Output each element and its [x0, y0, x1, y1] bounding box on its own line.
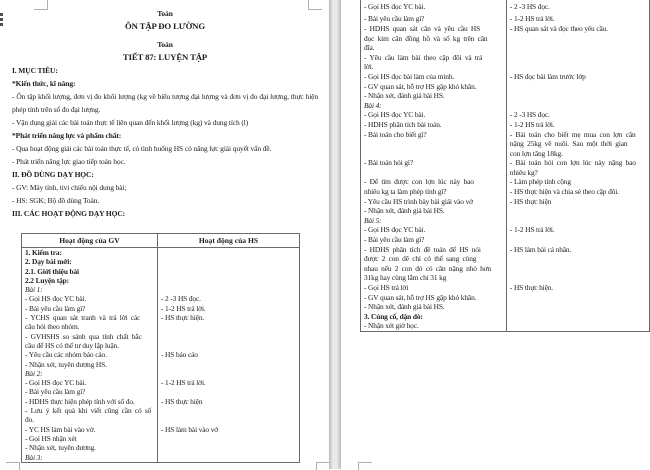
- hs-cell: - 1-2 HS trả lời.: [158, 378, 300, 387]
- gv-cell: - GVHSHS so sánh qua tính chất bắc: [22, 332, 158, 341]
- gv-cell: câu hỏi theo nhóm.: [22, 322, 158, 331]
- gv-cell: [361, 149, 507, 159]
- heading-line: - Phát triển năng lực giao tiếp toán học.: [12, 157, 126, 166]
- heading-line: Toán: [157, 9, 173, 18]
- table-row: [22, 425, 300, 434]
- table-row: [22, 248, 300, 258]
- hs-cell: - HS thực hiện.: [506, 283, 649, 293]
- hs-cell: - HS quan sát và đọc theo yêu cầu.: [506, 24, 649, 34]
- hs-cell: [158, 387, 300, 396]
- table-row: [22, 443, 300, 452]
- gv-cell: - GV quan sát, hỗ trợ HS gặp khó khăn.: [361, 82, 507, 92]
- gv-cell: Bài 4:: [361, 101, 507, 111]
- hs-cell: [158, 285, 300, 294]
- table-row: [22, 332, 300, 341]
- gv-cell: lời.: [361, 62, 507, 72]
- hs-cell: [506, 82, 649, 92]
- table-row: [22, 360, 300, 369]
- heading-line: - GV: Máy tính, tivi chiếu nội dung bài;: [12, 183, 127, 192]
- table-row: [22, 369, 300, 378]
- table-row: [361, 91, 650, 101]
- table-row: [361, 293, 650, 303]
- hs-cell: [506, 34, 649, 44]
- col-header-hs: Hoạt động của HS: [158, 234, 300, 248]
- gv-cell: Bài 2:: [22, 369, 158, 378]
- hs-cell: - HS làm bài vào vở: [158, 425, 300, 434]
- table-row: [22, 341, 300, 350]
- gv-cell: Bài 5:: [361, 216, 507, 226]
- gv-cell: - Nhận xét, tuyên dương HS.: [22, 360, 158, 369]
- hs-cell: - 2 -3 HS đọc.: [506, 0, 649, 14]
- heading-line: - HS: SGK; Bộ đồ dùng Toán.: [12, 196, 100, 205]
- hs-cell: con lợn tăng 18kg.: [506, 149, 649, 159]
- hs-cell: [506, 302, 649, 312]
- hs-cell: [158, 360, 300, 369]
- table-row: [361, 43, 650, 53]
- hs-cell: - Làm phép tính cộng: [506, 177, 649, 187]
- lesson-heading-block: [12, 7, 318, 220]
- table-row: [361, 225, 650, 235]
- heading-line: II. ĐỒ DÙNG DẠY HỌC:: [12, 170, 94, 179]
- hs-cell: [158, 369, 300, 378]
- table-row: [361, 139, 650, 149]
- table-row: [361, 177, 650, 187]
- gv-cell: - Gọi HS đọc YC bài.: [361, 225, 507, 235]
- hs-cell: [506, 216, 649, 226]
- col-header-gv: Hoạt động của GV: [22, 234, 158, 248]
- gv-cell: - YCHS quan sát tranh và trả lời các: [22, 313, 158, 322]
- gv-cell: - Nhận xét, tuyên dương.: [22, 443, 158, 452]
- gv-cell: - Bài yêu cầu làm gì?: [361, 14, 507, 24]
- table-row: [22, 387, 300, 396]
- gv-cell: - Bài toán cho biết gì?: [361, 130, 507, 140]
- table-row: [361, 101, 650, 111]
- table-header-row: [22, 234, 300, 248]
- table-row: [361, 53, 650, 63]
- table-row: [361, 321, 650, 331]
- table-row: [361, 283, 650, 293]
- gv-cell: đo.: [22, 415, 158, 424]
- gv-cell: - Gọi HS nhận xét: [22, 434, 158, 443]
- table-row: [361, 34, 650, 44]
- table-row: [361, 62, 650, 72]
- table-row: [361, 254, 650, 264]
- activities-table-page1: [21, 233, 300, 463]
- table-row: [361, 312, 650, 322]
- gv-cell: - Gọi HS đọc YC bài.: [361, 110, 507, 120]
- table-row: [22, 257, 300, 266]
- hs-cell: - Bài toán hỏi con lợn lúc này nặng bao: [506, 158, 649, 168]
- heading-line: - Vận dụng giải các bài toán thực tế liên quan đến khối lượng (kg) và dung tích (l): [12, 118, 249, 127]
- hs-cell: nhiêu kg?: [506, 168, 649, 178]
- table-row: [361, 245, 650, 255]
- gv-cell: - HDHS thực hiện phép tính với số đo.: [22, 397, 158, 406]
- hs-cell: - 1-2 HS trả lời.: [158, 304, 300, 313]
- table-row: [361, 187, 650, 197]
- hs-cell: - 1-2 HS trả lời.: [506, 14, 649, 24]
- gv-cell: cầu để HS có thể tư duy lập luận.: [22, 341, 158, 350]
- hs-cell: [506, 312, 649, 322]
- hs-cell: [158, 341, 300, 350]
- gv-cell: - HDHS quan sát cân và yêu cầu HS: [361, 24, 507, 34]
- hs-cell: [158, 434, 300, 443]
- hs-cell: [158, 332, 300, 341]
- table-row: [22, 350, 300, 359]
- table-row: [22, 276, 300, 285]
- heading-line: *Phát triển năng lực và phẩm chất:: [12, 131, 122, 140]
- table-row: [361, 158, 650, 168]
- hs-cell: - HS thực hiện và chia sẻ theo cặp đôi.: [506, 187, 649, 197]
- table-row: [361, 72, 650, 82]
- hs-cell: - 1-2 HS trả lời.: [506, 120, 649, 130]
- table-row: [361, 130, 650, 140]
- table-row: [361, 235, 650, 245]
- table-row: [361, 302, 650, 312]
- gv-cell: - Gọi HS đọc bài làm của mình.: [361, 72, 507, 82]
- heading-line: - Qua hoạt động giải các bài toán thực tế, có tình huống HS có năng lực giải quyết vấn đề.: [12, 144, 272, 153]
- gv-cell: 2.2 Luyện tập:: [22, 276, 158, 285]
- gv-cell: - Bài toán hỏi gì?: [361, 158, 507, 168]
- hs-cell: [158, 415, 300, 424]
- gv-cell: - Bài yêu cầu làm gì?: [361, 235, 507, 245]
- hs-cell: [506, 293, 649, 303]
- table-row: [361, 168, 650, 178]
- hs-cell: - 2 -3 HS đọc.: [158, 294, 300, 303]
- heading-line: I. MỤC TIÊU:: [12, 66, 58, 75]
- hs-cell: [506, 62, 649, 72]
- hs-cell: [506, 235, 649, 245]
- gv-cell: - Yêu cầu làm bài theo cặp đôi và trả: [361, 53, 507, 63]
- gv-cell: - Nhận xét, đánh giá bài HS.: [361, 206, 507, 216]
- hs-cell: - HS đọc bài làm trước lớp: [506, 72, 649, 82]
- gv-cell: - Bài yêu cầu làm gì?: [22, 387, 158, 396]
- table-row: [22, 322, 300, 331]
- gv-cell: - Nhận xét, đánh giá bài HS.: [361, 302, 507, 312]
- table-row: [361, 0, 650, 14]
- hs-cell: [506, 321, 649, 331]
- hs-cell: [506, 264, 649, 274]
- gv-cell: Bài 1:: [22, 285, 158, 294]
- gv-cell: được 2 con dê chỉ có thể sang cùng: [361, 254, 507, 264]
- gv-cell: đĩa.: [361, 43, 507, 53]
- hs-cell: - Bài toán cho biết mẹ mua con lợn cân: [506, 130, 649, 140]
- hs-cell: - 1-2 HS trả lời.: [506, 225, 649, 235]
- table-row: [22, 285, 300, 294]
- table-row: [22, 378, 300, 387]
- table-row: [22, 294, 300, 303]
- table-row: [22, 415, 300, 424]
- revision-bar-icon: [0, 13, 3, 28]
- gv-cell: - HDHS phân tích đề toán để HS nói: [361, 245, 507, 255]
- page-gap: [329, 0, 341, 469]
- hs-cell: - HS thực hiện: [158, 397, 300, 406]
- hs-cell: [506, 53, 649, 63]
- gv-cell: 2.1. Giới thiệu bài: [22, 267, 158, 276]
- table-row: [22, 406, 300, 415]
- table-row: [22, 453, 300, 463]
- gv-cell: - Gọi HS đọc YC bài.: [22, 294, 158, 303]
- gv-cell: 1. Kiểm tra:: [22, 248, 158, 258]
- heading-line: *Kiến thức, kĩ năng:: [12, 79, 76, 88]
- gv-cell: - Yêu cầu các nhóm báo cáo.: [22, 350, 158, 359]
- gv-cell: - Để tìm được con lợn lúc này bao: [361, 177, 507, 187]
- gv-cell: - YC HS làm bài vào vở.: [22, 425, 158, 434]
- gv-cell: đọc kim cân đồng hồ và số kg trên cân: [361, 34, 507, 44]
- heading-line: ÔN TẬP ĐO LƯỜNG: [124, 21, 205, 31]
- gv-cell: - Nhận xét, đánh giá bài HS.: [361, 91, 507, 101]
- hs-cell: [506, 206, 649, 216]
- hs-cell: [158, 248, 300, 258]
- hs-cell: - HS làm bài cá nhân.: [506, 245, 649, 255]
- hs-cell: - HS báo cáo: [158, 350, 300, 359]
- table-row: [361, 14, 650, 24]
- activities-table-page2: [360, 0, 650, 332]
- gv-cell: - GV quan sát, hỗ trợ HS gặp khó khăn.: [361, 293, 507, 303]
- table-row: [361, 197, 650, 207]
- hs-cell: [158, 443, 300, 452]
- gv-cell: - HDHS phân tích bài toán.: [361, 120, 507, 130]
- hs-cell: [506, 91, 649, 101]
- table-row: [22, 313, 300, 322]
- gv-cell: - Yêu cầu HS trình bày bài giải vào vở: [361, 197, 507, 207]
- hs-cell: [158, 322, 300, 331]
- hs-cell: [158, 267, 300, 276]
- hs-cell: - HS thực hiện.: [158, 313, 300, 322]
- table-row: [361, 264, 650, 274]
- heading-line: - Ôn tập khối lượng, đơn vị đo khối lượng (kg về biểu tượng đại lượng và đơn vị đo đại lượng, thực hiện phép tính trên số đo đại lượng.: [12, 92, 318, 114]
- gv-cell: nhau nếu 2 con đó có cân nặng nhỏ hơn: [361, 264, 507, 274]
- hs-cell: [506, 43, 649, 53]
- hs-cell: [506, 254, 649, 264]
- table-row: [22, 434, 300, 443]
- table-row: [22, 304, 300, 313]
- page-2[interactable]: [341, 0, 650, 469]
- table-row: [361, 82, 650, 92]
- gv-cell: nhiêu kg ta làm phép tính gì?: [361, 187, 507, 197]
- hs-cell: [158, 257, 300, 266]
- gv-cell: [361, 168, 507, 178]
- table-row: [361, 273, 650, 283]
- gv-cell: [361, 139, 507, 149]
- table-row: [22, 397, 300, 406]
- gv-cell: - Gọi HS đọc YC bài.: [361, 0, 507, 14]
- table-row: [361, 216, 650, 226]
- hs-cell: - 2 -3 HS đọc.: [506, 110, 649, 120]
- table-row: [361, 206, 650, 216]
- hs-cell: nặng 25kg về nuôi. Sau một thời gian: [506, 139, 649, 149]
- table-row: [22, 267, 300, 276]
- table-row: [361, 110, 650, 120]
- gv-cell: - Gọi HS đọc YC bài.: [22, 378, 158, 387]
- heading-line: Toán: [157, 40, 173, 49]
- hs-cell: - HS thực hiện: [506, 197, 649, 207]
- gv-cell: - Gọi HS trả lời: [361, 283, 507, 293]
- heading-line: III. CÁC HOẠT ĐỘNG DẠY HỌC:: [12, 209, 126, 218]
- gv-cell: Bài 3:: [22, 453, 158, 463]
- hs-cell: [158, 276, 300, 285]
- gv-cell: - Lưu ý kết quả khi viết cũng cần có số: [22, 406, 158, 415]
- hs-cell: [158, 406, 300, 415]
- gv-cell: 3. Củng cố, dặn dò:: [361, 312, 507, 322]
- hs-cell: [506, 273, 649, 283]
- gv-cell: 2. Dạy bài mới:: [22, 257, 158, 266]
- gv-cell: 31kg hay cùng lắm chỉ 31 kg: [361, 273, 507, 283]
- gv-cell: - Nhận xét giờ học.: [361, 321, 507, 331]
- table-row: [361, 24, 650, 34]
- hs-cell: [158, 453, 300, 463]
- table-row: [361, 120, 650, 130]
- hs-cell: [506, 101, 649, 111]
- table-row: [361, 149, 650, 159]
- heading-line: TIẾT 87: LUYỆN TẬP: [122, 52, 208, 62]
- gv-cell: - Bài yêu cầu làm gì?: [22, 304, 158, 313]
